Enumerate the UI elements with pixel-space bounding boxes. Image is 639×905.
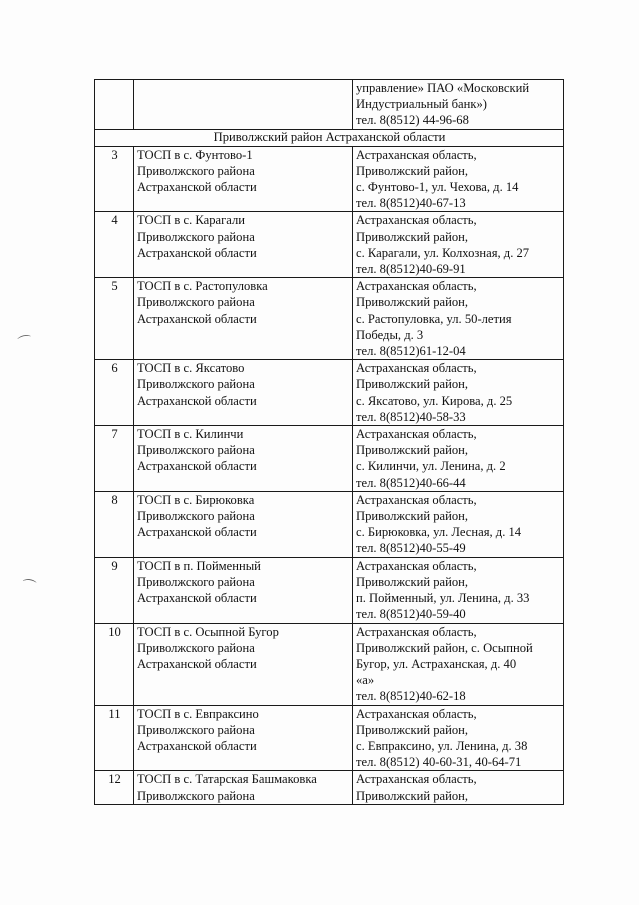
table-row — [95, 771, 564, 804]
address-line: с. Бирюковка, ул. Лесная, д. 14 — [356, 525, 522, 540]
address-line: тел. 8(8512)61-12-04 — [356, 344, 466, 359]
cell-address — [353, 212, 564, 278]
address-line: Победы, д. 3 — [356, 327, 424, 342]
address-line: управление» ПАО «Московский — [356, 81, 530, 95]
cell-branch-name — [134, 623, 353, 705]
address-line: Приволжский район, — [356, 788, 469, 803]
cell-number: 10 — [95, 623, 134, 705]
address-line: Астраханская область, — [356, 279, 477, 294]
phone-line: тел. 8(8512) 44-96-68 — [356, 113, 469, 128]
cell-address — [353, 360, 564, 426]
address-line: с. Растопуловка, ул. 50-летия — [356, 311, 512, 326]
cell-branch-name — [134, 771, 353, 804]
branch-name-line: ТОСП в с. Евпраксино — [137, 706, 259, 721]
branch-name-line: Астраханской области — [137, 738, 257, 753]
address-line: Бугор, ул. Астраханская, д. 40 — [356, 656, 517, 671]
address-line: Астраханская область, — [356, 624, 477, 639]
branch-name-line: ТОСП в с. Фунтово-1 — [137, 147, 253, 162]
branch-name-line: ТОСП в с. Яксатово — [137, 361, 245, 376]
cell-branch-name — [134, 212, 353, 278]
cell-number: 5 — [95, 278, 134, 360]
address-line: п. Пойменный, ул. Ленина, д. 33 — [356, 591, 530, 606]
table-row — [95, 212, 564, 278]
address-line: Индустриальный банк») — [356, 97, 487, 112]
cell-number: 3 — [95, 146, 134, 212]
branch-name-line: Приволжского района — [137, 574, 255, 589]
address-line: Приволжский район, — [356, 443, 469, 458]
branch-name-line: Астраханской области — [137, 245, 257, 260]
cell-address — [353, 705, 564, 771]
cell-number-empty — [95, 80, 134, 130]
branches-table-body — [95, 80, 564, 805]
branch-name-line: Астраханской области — [137, 459, 257, 474]
branch-name-line: Приволжского района — [137, 295, 255, 310]
address-line: Астраханская область, — [356, 361, 477, 376]
table-row — [95, 146, 564, 212]
address-line: тел. 8(8512)40-67-13 — [356, 196, 466, 211]
address-line: Астраханская область, — [356, 772, 477, 787]
branch-name-line: Приволжского района — [137, 640, 255, 655]
address-line: тел. 8(8512)40-58-33 — [356, 409, 466, 424]
cell-branch-name — [134, 146, 353, 212]
cell-branch-name — [134, 705, 353, 771]
address-line: Астраханская область, — [356, 558, 477, 573]
branch-name-line: ТОСП в с. Татарская Башмаковка — [137, 772, 317, 787]
cell-number: 9 — [95, 557, 134, 623]
cell-branch-name — [134, 557, 353, 623]
cell-number: 4 — [95, 212, 134, 278]
address-line: с. Евпраксино, ул. Ленина, д. 38 — [356, 738, 528, 753]
table-row — [95, 623, 564, 705]
branch-name-line: ТОСП в с. Бирюковка — [137, 492, 255, 507]
branch-name-line: ТОСП в с. Растопуловка — [137, 279, 268, 294]
cell-branch-name — [134, 278, 353, 360]
cell-address — [353, 278, 564, 360]
cell-address — [353, 426, 564, 492]
address-line: Приволжский район, — [356, 509, 469, 524]
cell-number: 12 — [95, 771, 134, 804]
address-line: с. Килинчи, ул. Ленина, д. 2 — [356, 459, 506, 474]
table-row-continuation — [95, 80, 564, 130]
address-line: «а» — [356, 673, 375, 688]
branch-name-line: ТОСП в с. Осыпной Бугор — [137, 624, 279, 639]
branch-name-line: Приволжского района — [137, 788, 255, 803]
address-line: Астраханская область, — [356, 147, 477, 162]
cell-address — [353, 491, 564, 557]
address-line: тел. 8(8512)40-59-40 — [356, 607, 466, 622]
branch-name-line: ТОСП в п. Пойменный — [137, 558, 261, 573]
address-line: с. Яксатово, ул. Кирова, д. 25 — [356, 393, 513, 408]
table-row — [95, 278, 564, 360]
address-line: Приволжский район, — [356, 377, 469, 392]
address-line: тел. 8(8512)40-62-18 — [356, 689, 466, 704]
cell-number: 7 — [95, 426, 134, 492]
table-row — [95, 360, 564, 426]
branch-name-line: Астраханской области — [137, 180, 257, 195]
branch-name-line: Приволжского района — [137, 722, 255, 737]
address-line: тел. 8(8512) 40-60-31, 40-64-71 — [356, 755, 522, 770]
branches-table — [94, 79, 564, 805]
cell-branch-name — [134, 426, 353, 492]
address-line: Приволжский район, — [356, 163, 469, 178]
table-row — [95, 491, 564, 557]
cell-number: 8 — [95, 491, 134, 557]
address-line: с. Фунтово-1, ул. Чехова, д. 14 — [356, 180, 519, 195]
table-row — [95, 705, 564, 771]
branch-name-line: Приволжского района — [137, 163, 255, 178]
cell-address — [353, 623, 564, 705]
cell-name-empty — [134, 80, 353, 130]
address-line: Астраханская область, — [356, 213, 477, 228]
branch-name-line: Астраханской области — [137, 311, 257, 326]
cell-address — [353, 771, 564, 804]
region-header: Приволжский район Астраханской области — [95, 129, 564, 146]
address-line: Астраханская область, — [356, 706, 477, 721]
branch-name-line: Астраханской области — [137, 591, 257, 606]
branch-name-line: ТОСП в с. Карагали — [137, 213, 245, 228]
branch-name-line: Астраханской области — [137, 393, 257, 408]
margin-scribble-mark: ⌒ — [20, 578, 37, 596]
address-line: Астраханская область, — [356, 492, 477, 507]
cell-address — [353, 146, 564, 212]
branch-name-line: ТОСП в с. Килинчи — [137, 427, 244, 442]
branch-name-line: Астраханской области — [137, 656, 257, 671]
address-line: тел. 8(8512)40-69-91 — [356, 262, 466, 277]
address-line: Приволжский район, — [356, 574, 469, 589]
branch-name-line: Приволжского района — [137, 229, 255, 244]
cell-address — [353, 557, 564, 623]
cell-address — [353, 80, 564, 130]
table-row — [95, 426, 564, 492]
address-line: Астраханская область, — [356, 427, 477, 442]
branch-name-line: Приволжского района — [137, 377, 255, 392]
address-line: Приволжский район, с. Осыпной — [356, 640, 533, 655]
branch-name-line: Астраханской области — [137, 525, 257, 540]
cell-number: 6 — [95, 360, 134, 426]
branch-name-line: Приволжского района — [137, 443, 255, 458]
cell-number: 11 — [95, 705, 134, 771]
address-line: тел. 8(8512)40-66-44 — [356, 475, 466, 490]
cell-branch-name — [134, 491, 353, 557]
margin-scribble-mark: ⌒ — [16, 333, 34, 353]
table-row-region-header — [95, 129, 564, 146]
cell-branch-name — [134, 360, 353, 426]
address-line: Приволжский район, — [356, 229, 469, 244]
address-line: с. Карагали, ул. Колхозная, д. 27 — [356, 245, 530, 260]
address-line: Приволжский район, — [356, 722, 469, 737]
address-line: Приволжский район, — [356, 295, 469, 310]
table-row — [95, 557, 564, 623]
address-line: тел. 8(8512)40-55-49 — [356, 541, 466, 556]
branch-name-line: Приволжского района — [137, 509, 255, 524]
